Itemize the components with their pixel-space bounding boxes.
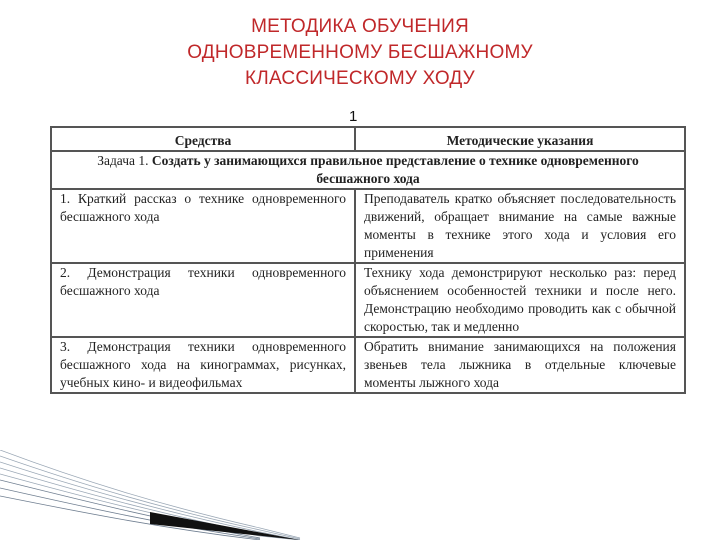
title-line-2: ОДНОВРЕМЕННОМУ БЕСШАЖНОМУ [187, 42, 533, 63]
task-prefix: Задача 1. [97, 153, 149, 168]
task-row [51, 151, 685, 189]
title-line-1: МЕТОДИКА ОБУЧЕНИЯ [251, 16, 469, 37]
task-cell [51, 151, 685, 189]
table-row [51, 263, 685, 337]
title-line-3: КЛАССИЧЕСКОМУ ХОДУ [245, 68, 475, 89]
column-header-instructions: Методические указания [355, 127, 685, 151]
instructions-cell: Обратить внимание занимающихся на положения звеньев тела лыжника в отдельные ключевые моменты лыжного хода [355, 337, 685, 393]
page-number: 1 [349, 108, 358, 125]
means-cell: 3. Демонстрация техники одновременного бесшажного хода на кинограммах, рисунках, учебных кино- и видеофильмах [51, 337, 355, 393]
task-text: Создать у занимающихся правильное представление о технике одновременного бесшажного хода [151, 153, 639, 186]
table-row [51, 337, 685, 393]
table-row [51, 189, 685, 263]
means-cell: 1. Краткий рассказ о технике одновременного бесшажного хода [51, 189, 355, 263]
methodology-table [50, 126, 686, 394]
instructions-cell: Преподаватель кратко объясняет последовательность движений, обращает внимание на самые важные моменты в технике этого хода и условия его применения [355, 189, 685, 263]
instructions-cell: Технику хода демонстрируют несколько раз: перед объяснением особенностей техники и после него. Демонстрацию необходимо проводить как с обычной скоростью, так и медленно [355, 263, 685, 337]
decorative-wave-lines [0, 450, 360, 540]
column-header-means: Средства [51, 127, 355, 151]
slide-title [60, 14, 660, 92]
means-cell: 2. Демонстрация техники одновременного бесшажного хода [51, 263, 355, 337]
table-header-row [51, 127, 685, 151]
